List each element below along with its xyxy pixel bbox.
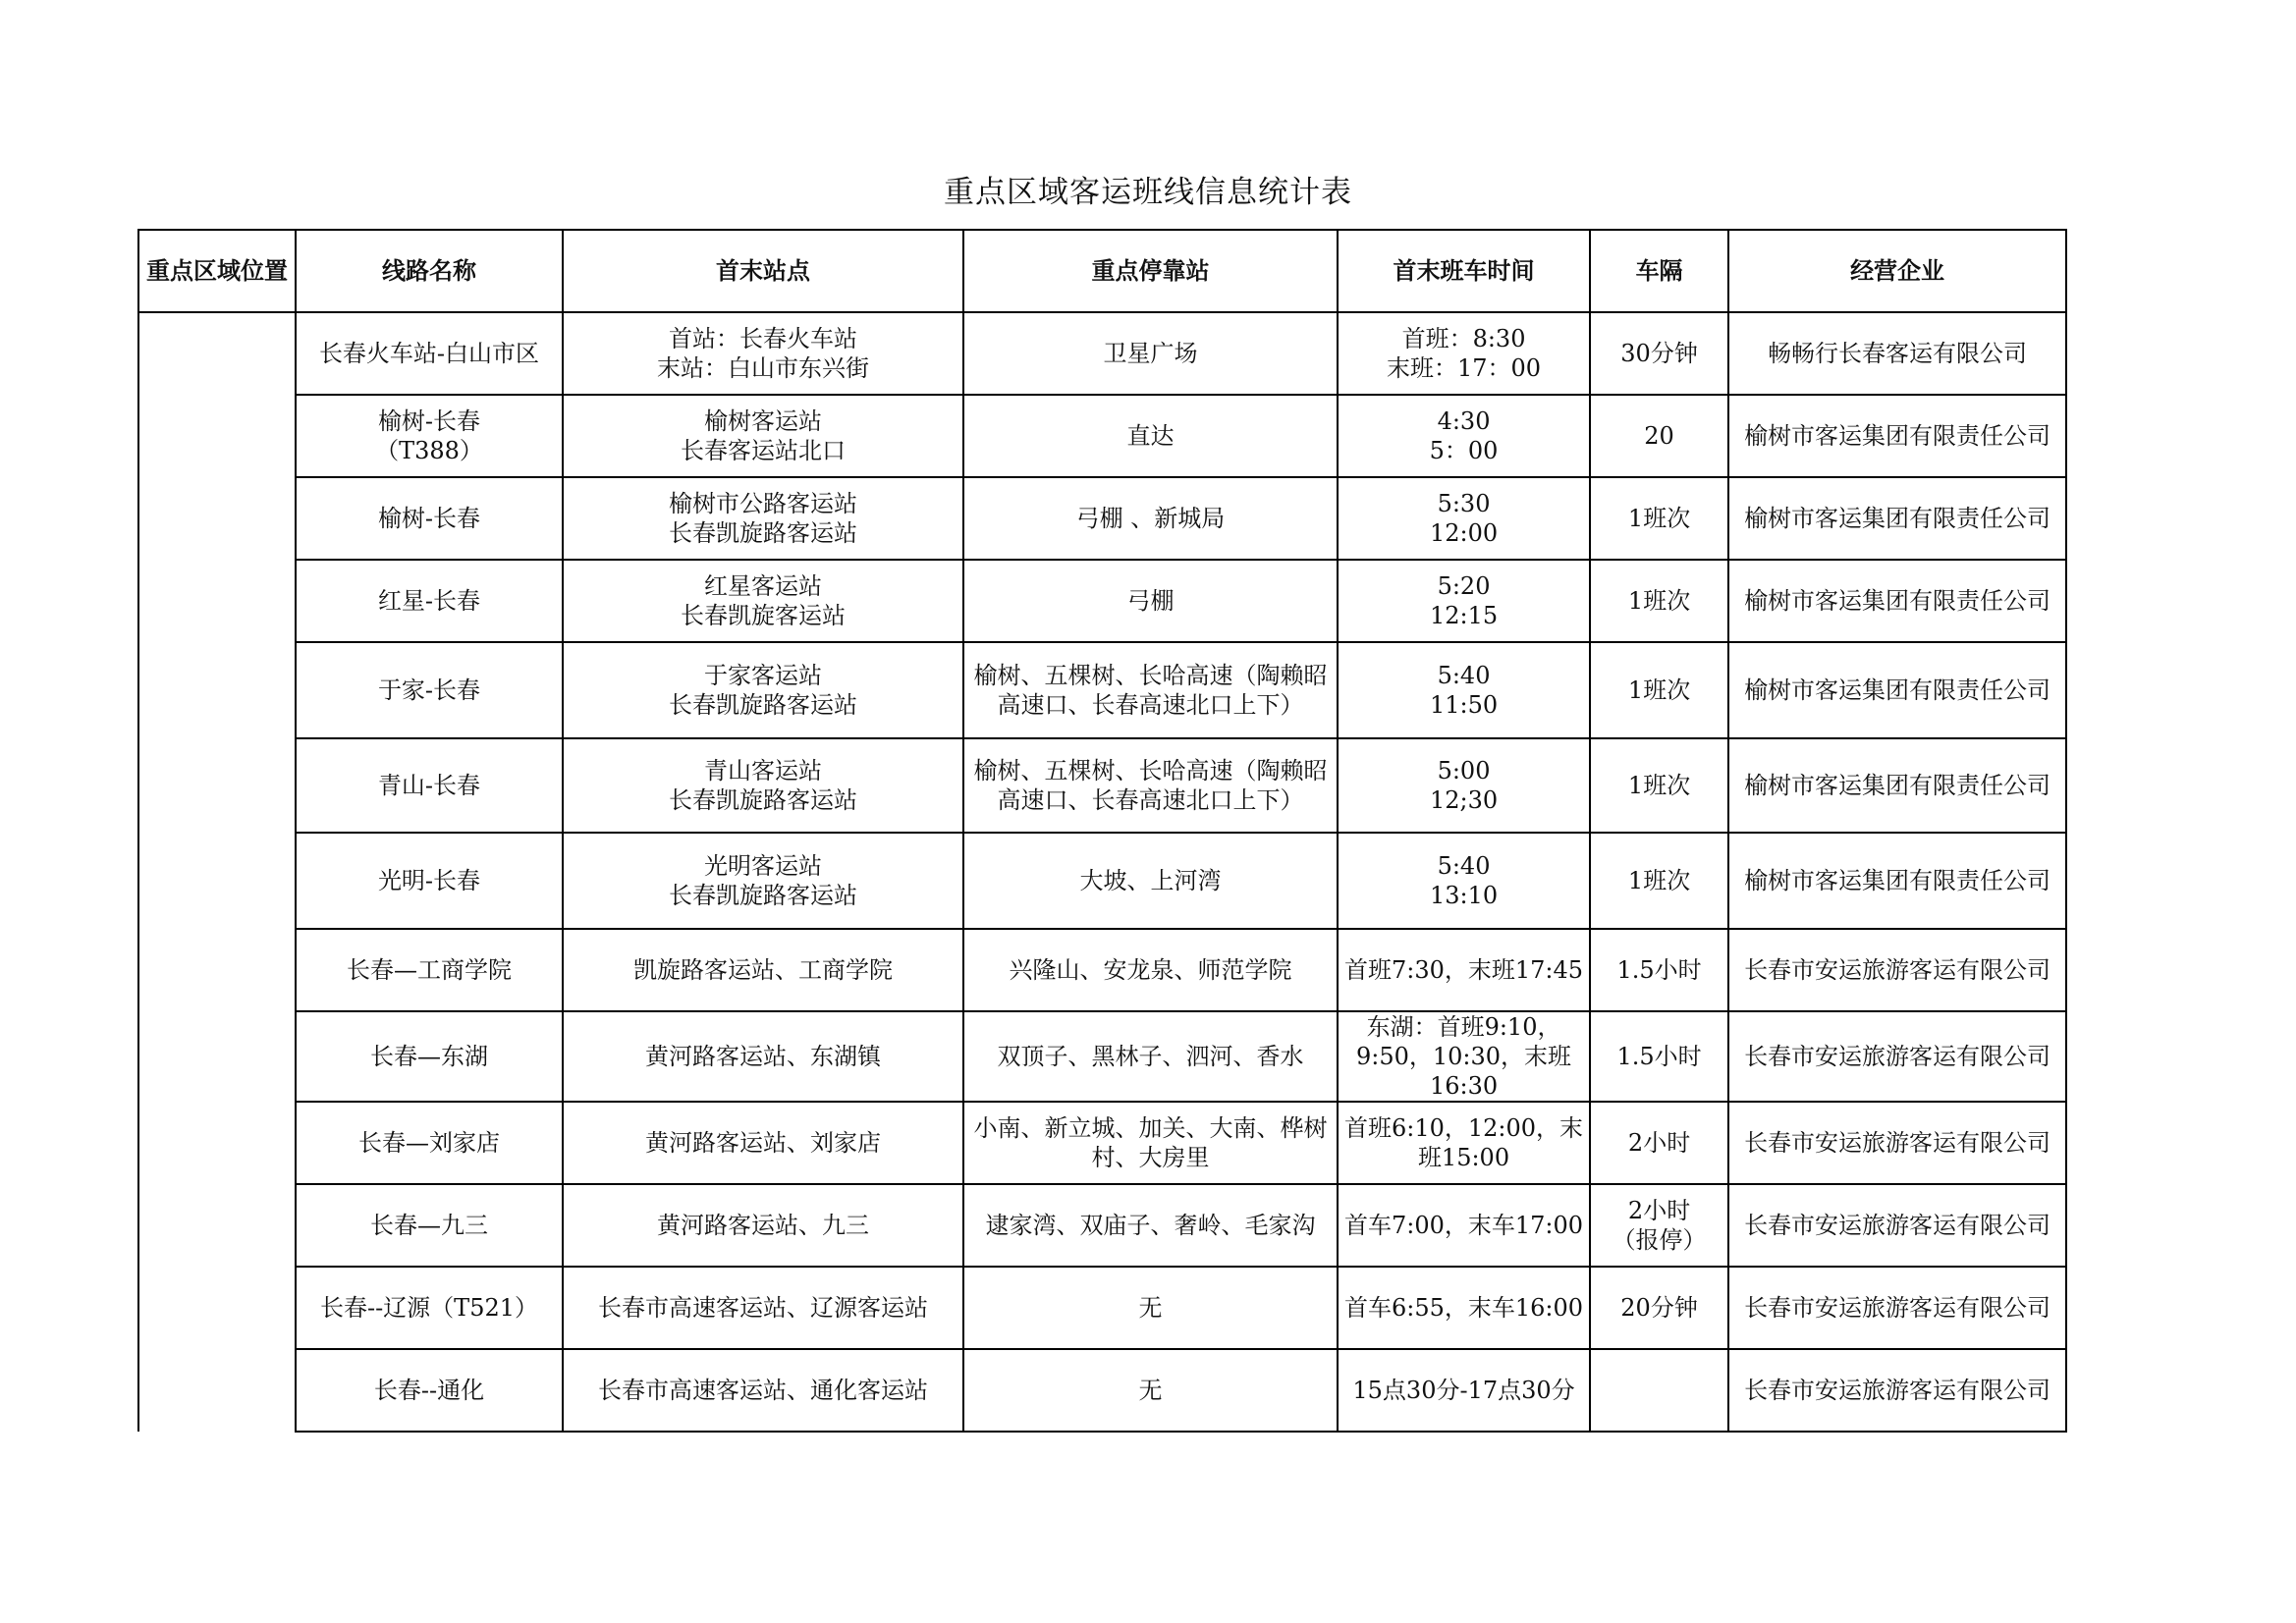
- terminals-cell-line: 长春凯旋路客运站: [669, 882, 857, 909]
- route-name-cell-line: 长春--辽源（T521）: [319, 1294, 539, 1322]
- table-row: [138, 560, 2066, 642]
- table-row: [138, 642, 2066, 738]
- route-name-cell-line: 红星-长春: [377, 587, 481, 615]
- table-row: [138, 312, 2066, 395]
- terminals-cell: [563, 1267, 963, 1349]
- terminals-cell: [563, 395, 963, 477]
- terminals-cell-line: 长春市高速客运站、通化客运站: [598, 1377, 928, 1404]
- table-row: [138, 929, 2066, 1011]
- interval-cell-line: 2小时: [1627, 1129, 1691, 1157]
- interval-cell-line: 1班次: [1627, 505, 1691, 532]
- route-name-cell-line: 长春—刘家店: [358, 1129, 500, 1157]
- times-cell-line: 12:00: [1429, 519, 1499, 547]
- operator-cell: 长春市安运旅游客运有限公司: [1728, 1102, 2066, 1184]
- stops-cell: [963, 560, 1338, 642]
- terminals-cell: [563, 1349, 963, 1432]
- terminals-cell: [563, 833, 963, 929]
- operator-cell: 长春市安运旅游客运有限公司: [1728, 1011, 2066, 1102]
- times-cell: [1338, 1184, 1590, 1267]
- operator-cell: 榆树市客运集团有限责任公司: [1728, 833, 2066, 929]
- stops-cell: [963, 929, 1338, 1011]
- terminals-cell: [563, 312, 963, 395]
- route-name-cell-line: 长春—东湖: [370, 1043, 488, 1070]
- stops-cell-line: 村、大房里: [1091, 1144, 1210, 1171]
- terminals-cell: [563, 738, 963, 833]
- terminals-cell: [563, 642, 963, 738]
- times-cell-line: 5:20: [1437, 572, 1491, 600]
- interval-cell: [1590, 1102, 1728, 1184]
- route-name-cell-line: 光明-长春: [377, 867, 481, 894]
- route-name-cell: [296, 477, 563, 560]
- times-cell: [1338, 929, 1590, 1011]
- operator-cell: 长春市安运旅游客运有限公司: [1728, 1267, 2066, 1349]
- route-name-cell-line: 长春--通化: [373, 1377, 485, 1404]
- interval-cell-line: 2小时: [1627, 1197, 1691, 1224]
- times-cell-line: 12;30: [1429, 786, 1499, 814]
- interval-cell: [1590, 642, 1728, 738]
- interval-cell-line: （报停）: [1612, 1226, 1707, 1254]
- header-row: [138, 230, 2066, 312]
- interval-cell-line: 1.5小时: [1616, 1043, 1702, 1070]
- terminals-cell-line: 长春市高速客运站、辽源客运站: [598, 1294, 928, 1322]
- terminals-cell: [563, 477, 963, 560]
- times-cell: [1338, 1011, 1590, 1102]
- table-row: [138, 395, 2066, 477]
- interval-cell: [1590, 560, 1728, 642]
- stops-cell: [963, 833, 1338, 929]
- terminals-cell-line: 于家客运站: [704, 662, 822, 689]
- route-name-cell-line: 长春—九三: [370, 1212, 488, 1239]
- operator-cell: 畅畅行长春客运有限公司: [1728, 312, 2066, 395]
- times-cell-line: 12:15: [1429, 602, 1499, 629]
- terminals-cell-line: 榆树客运站: [704, 407, 822, 435]
- operator-cell: 榆树市客运集团有限责任公司: [1728, 738, 2066, 833]
- table-row: [138, 1184, 2066, 1267]
- terminals-cell-line: 长春凯旋路客运站: [669, 786, 857, 814]
- stops-cell: [963, 1349, 1338, 1432]
- stops-cell-line: 小南、新立城、加关、大南、桦树: [973, 1114, 1328, 1142]
- stops-cell-line: 弓棚 、新城局: [1075, 505, 1226, 532]
- terminals-cell: [563, 1011, 963, 1102]
- terminals-cell-line: 末站：白山市东兴街: [657, 354, 869, 382]
- route-name-cell: [296, 738, 563, 833]
- route-name-cell: [296, 642, 563, 738]
- terminals-cell-line: 长春凯旋客运站: [681, 602, 846, 629]
- stops-cell-line: 双顶子、黑林子、泗河、香水: [997, 1043, 1304, 1070]
- terminals-cell: [563, 1184, 963, 1267]
- table-row: [138, 833, 2066, 929]
- interval-cell-line: 20分钟: [1620, 1294, 1698, 1322]
- times-cell-line: 5:40: [1437, 852, 1491, 880]
- times-cell: [1338, 477, 1590, 560]
- times-cell: [1338, 395, 1590, 477]
- terminals-cell-line: 黄河路客运站、九三: [657, 1212, 869, 1239]
- stops-cell-line: 大坡、上河湾: [1079, 867, 1222, 894]
- stops-cell: [963, 1011, 1338, 1102]
- times-cell: [1338, 1267, 1590, 1349]
- route-name-cell-line: 榆树-长春: [377, 407, 481, 435]
- route-name-cell: [296, 1184, 563, 1267]
- times-cell-line: 首班6:10，12:00，末: [1344, 1114, 1584, 1142]
- times-cell-line: 5:00: [1437, 757, 1491, 784]
- stops-cell-line: 卫星广场: [1103, 340, 1198, 367]
- interval-cell: [1590, 929, 1728, 1011]
- table-row: [138, 1349, 2066, 1432]
- route-name-cell: [296, 312, 563, 395]
- operator-cell: 榆树市客运集团有限责任公司: [1728, 395, 2066, 477]
- route-name-cell: [296, 929, 563, 1011]
- region-cell: [138, 312, 296, 1432]
- stops-cell-line: 直达: [1126, 422, 1175, 450]
- interval-cell: [1590, 395, 1728, 477]
- stops-cell: [963, 738, 1338, 833]
- route-name-cell-line: （T388）: [375, 437, 483, 464]
- operator-cell: 榆树市客运集团有限责任公司: [1728, 642, 2066, 738]
- terminals-cell-line: 红星客运站: [704, 572, 822, 600]
- route-name-cell: [296, 1011, 563, 1102]
- header-operator: 经营企业: [1728, 230, 2066, 312]
- header-times: 首末班车时间: [1338, 230, 1590, 312]
- times-cell: [1338, 833, 1590, 929]
- times-cell-line: 末班：17：00: [1386, 354, 1542, 382]
- terminals-cell-line: 榆树市公路客运站: [669, 490, 857, 517]
- times-cell-line: 班15:00: [1417, 1144, 1510, 1171]
- interval-cell-line: 20: [1644, 422, 1674, 450]
- route-name-cell: [296, 1349, 563, 1432]
- route-name-cell: [296, 395, 563, 477]
- header-route: 线路名称: [296, 230, 563, 312]
- stops-cell-line: 高速口、长春高速北口上下）: [997, 691, 1304, 719]
- stops-cell-line: 逮家湾、双庙子、奢岭、毛家沟: [985, 1212, 1316, 1239]
- table-row: [138, 477, 2066, 560]
- times-cell: [1338, 560, 1590, 642]
- times-cell-line: 5：00: [1429, 437, 1499, 464]
- times-cell-line: 首车6:55，末车16:00: [1344, 1294, 1584, 1322]
- route-name-cell-line: 于家-长春: [377, 676, 481, 704]
- stops-cell: [963, 477, 1338, 560]
- times-cell-line: 首班：8:30: [1401, 325, 1526, 352]
- table-row: [138, 738, 2066, 833]
- times-cell-line: 4:30: [1437, 407, 1491, 435]
- times-cell-line: 首班7:30，末班17:45: [1344, 956, 1584, 984]
- table-row: [138, 1011, 2066, 1102]
- times-cell: [1338, 312, 1590, 395]
- route-table: [137, 229, 2067, 1433]
- route-name-cell-line: 榆树-长春: [377, 505, 481, 532]
- operator-cell: 长春市安运旅游客运有限公司: [1728, 1349, 2066, 1432]
- interval-cell: [1590, 1349, 1728, 1432]
- route-name-cell-line: 长春火车站-白山市区: [318, 340, 540, 367]
- stops-cell-line: 高速口、长春高速北口上下）: [997, 786, 1304, 814]
- stops-cell-line: 无: [1138, 1294, 1163, 1322]
- route-name-cell: [296, 560, 563, 642]
- operator-cell: 长春市安运旅游客运有限公司: [1728, 929, 2066, 1011]
- stops-cell-line: 榆树、五棵树、长哈高速（陶赖昭: [973, 757, 1328, 784]
- interval-cell: [1590, 1267, 1728, 1349]
- stops-cell: [963, 1102, 1338, 1184]
- header-stops: 重点停靠站: [963, 230, 1338, 312]
- times-cell: [1338, 1102, 1590, 1184]
- terminals-cell-line: 黄河路客运站、东湖镇: [645, 1043, 881, 1070]
- operator-cell: 榆树市客运集团有限责任公司: [1728, 477, 2066, 560]
- interval-cell: [1590, 1184, 1728, 1267]
- stops-cell-line: 榆树、五棵树、长哈高速（陶赖昭: [973, 662, 1328, 689]
- document-title: 重点区域客运班线信息统计表: [944, 175, 1352, 210]
- times-cell: [1338, 738, 1590, 833]
- terminals-cell: [563, 560, 963, 642]
- times-cell-line: 东湖：首班9:10，: [1366, 1013, 1561, 1041]
- route-name-cell-line: 长春—工商学院: [347, 956, 512, 984]
- stops-cell: [963, 395, 1338, 477]
- terminals-cell-line: 光明客运站: [704, 852, 822, 880]
- stops-cell-line: 无: [1138, 1377, 1163, 1404]
- interval-cell: [1590, 833, 1728, 929]
- interval-cell: [1590, 738, 1728, 833]
- operator-cell: 长春市安运旅游客运有限公司: [1728, 1184, 2066, 1267]
- times-cell-line: 11:50: [1429, 691, 1499, 719]
- operator-cell: 榆树市客运集团有限责任公司: [1728, 560, 2066, 642]
- times-cell: [1338, 1349, 1590, 1432]
- stops-cell: [963, 312, 1338, 395]
- interval-cell-line: 30分钟: [1620, 340, 1698, 367]
- interval-cell-line: 1班次: [1627, 587, 1691, 615]
- times-cell-line: 5:30: [1437, 490, 1491, 517]
- interval-cell: [1590, 1011, 1728, 1102]
- terminals-cell-line: 长春客运站北口: [681, 437, 846, 464]
- terminals-cell-line: 长春凯旋路客运站: [669, 519, 857, 547]
- stops-cell: [963, 1184, 1338, 1267]
- terminals-cell-line: 首站：长春火车站: [669, 325, 857, 352]
- header-region: 重点区域位置: [138, 230, 296, 312]
- route-table-body: [138, 312, 2066, 1432]
- route-name-cell: [296, 1102, 563, 1184]
- terminals-cell-line: 凯旋路客运站、工商学院: [633, 956, 893, 984]
- terminals-cell-line: 青山客运站: [704, 757, 822, 784]
- header-terminals: 首末站点: [563, 230, 963, 312]
- stops-cell: [963, 1267, 1338, 1349]
- times-cell-line: 首车7:00，末车17:00: [1344, 1212, 1584, 1239]
- terminals-cell: [563, 929, 963, 1011]
- interval-cell: [1590, 477, 1728, 560]
- route-name-cell: [296, 833, 563, 929]
- times-cell-line: 13:10: [1429, 882, 1499, 909]
- interval-cell: [1590, 312, 1728, 395]
- interval-cell-line: 1.5小时: [1616, 956, 1702, 984]
- table-row: [138, 1267, 2066, 1349]
- terminals-cell-line: 黄河路客运站、刘家店: [645, 1129, 881, 1157]
- interval-cell-line: 1班次: [1627, 772, 1691, 799]
- route-name-cell: [296, 1267, 563, 1349]
- stops-cell: [963, 642, 1338, 738]
- stops-cell-line: 兴隆山、安龙泉、师范学院: [1009, 956, 1292, 984]
- terminals-cell-line: 长春凯旋路客运站: [669, 691, 857, 719]
- table-row: [138, 1102, 2066, 1184]
- times-cell-line: 9:50，10:30，末班: [1356, 1043, 1572, 1070]
- interval-cell-line: 1班次: [1627, 676, 1691, 704]
- route-name-cell-line: 青山-长春: [377, 772, 481, 799]
- terminals-cell: [563, 1102, 963, 1184]
- stops-cell-line: 弓棚: [1126, 587, 1175, 615]
- interval-cell-line: 1班次: [1627, 867, 1691, 894]
- times-cell-line: 5:40: [1437, 662, 1491, 689]
- header-interval: 车隔: [1590, 230, 1728, 312]
- times-cell-line: 16:30: [1429, 1072, 1499, 1100]
- times-cell: [1338, 642, 1590, 738]
- times-cell-line: 15点30分-17点30分: [1352, 1377, 1575, 1404]
